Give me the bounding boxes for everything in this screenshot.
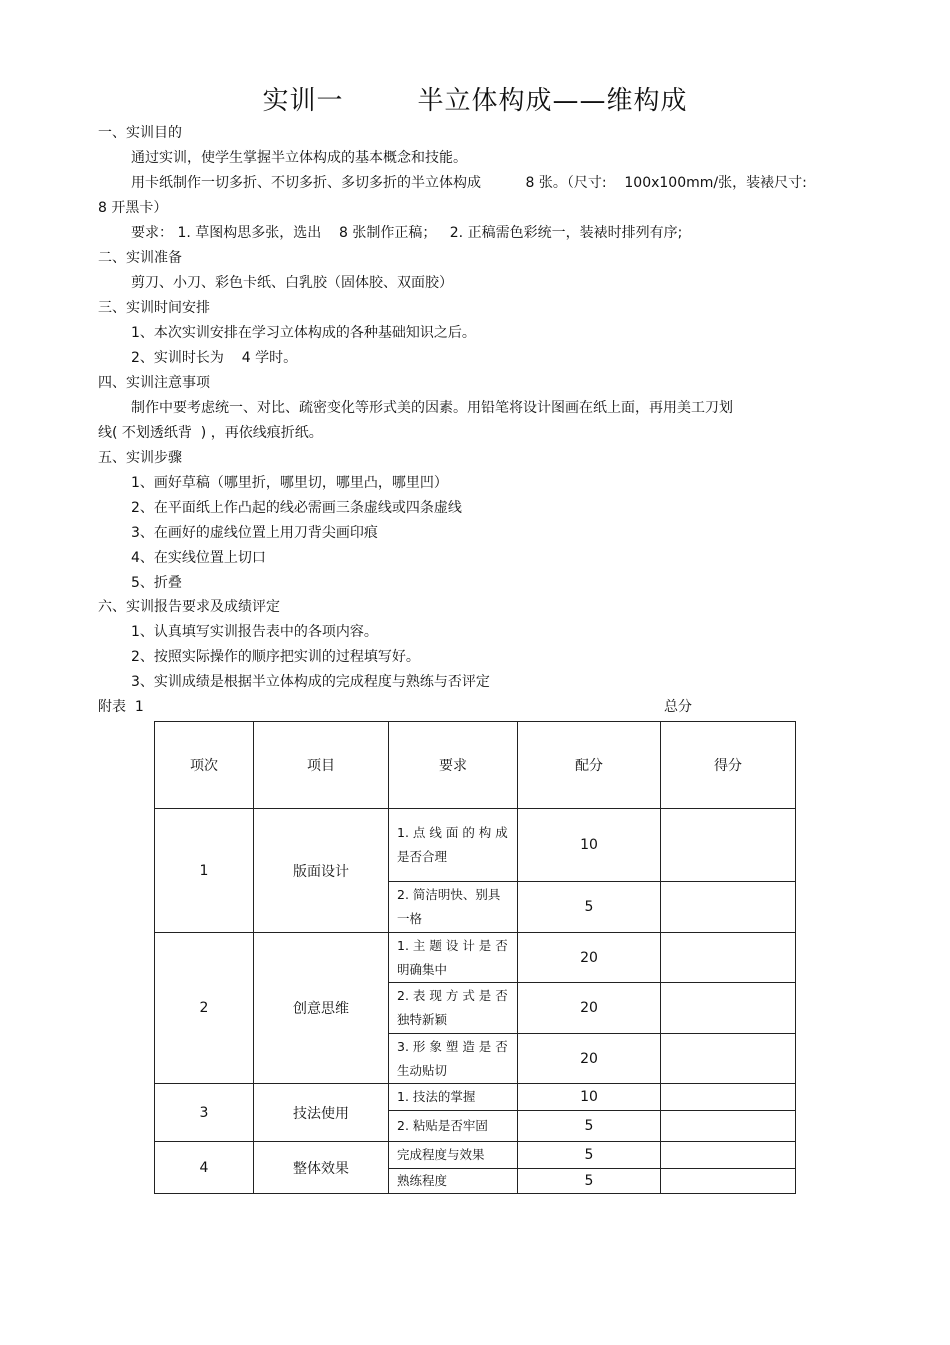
header-cell: 得分 bbox=[661, 722, 796, 809]
earned-score-cell[interactable] bbox=[661, 1169, 796, 1194]
score-cell: 5 bbox=[518, 1111, 661, 1142]
section-4-heading: 四、实训注意事项 bbox=[98, 375, 210, 391]
item-name: 版面设计 bbox=[254, 809, 389, 933]
requirement-cell: 1. 技法的掌握 bbox=[389, 1084, 518, 1111]
header-cell: 项目 bbox=[254, 722, 389, 809]
step-item: 2、在平面纸上作凸起的线必需画三条虚线或四条虚线 bbox=[131, 500, 462, 516]
requirement-cell: 1. 点 线 面 的 构 成 是否合理 bbox=[389, 809, 518, 882]
score-cell: 10 bbox=[518, 809, 661, 882]
section-4-text: 制作中要考虑统一、对比、疏密变化等形式美的因素。用铅笔将设计图画在纸上面，再用美工刀划 bbox=[131, 400, 733, 416]
section-1-text: 8 开黑卡） bbox=[98, 200, 168, 216]
section-2-heading: 二、实训准备 bbox=[98, 250, 182, 266]
score-cell: 20 bbox=[518, 933, 661, 983]
item-name: 整体效果 bbox=[254, 1142, 389, 1194]
item-name: 创意思维 bbox=[254, 933, 389, 1084]
item-number: 1 bbox=[155, 809, 254, 933]
requirement-cell: 3. 形 象 塑 造 是 否 生动贴切 bbox=[389, 1034, 518, 1084]
item-number: 3 bbox=[155, 1084, 254, 1142]
score-cell: 20 bbox=[518, 1034, 661, 1084]
score-cell: 20 bbox=[518, 983, 661, 1034]
table-row bbox=[155, 1084, 796, 1111]
header-cell: 项次 bbox=[155, 722, 254, 809]
section-1-text: 用卡纸制作一切多折、不切多折、多切多折的半立体构成 8 张。（尺寸: 100x100mm/张，装裱尺寸: bbox=[131, 175, 807, 191]
item-number: 2 bbox=[155, 933, 254, 1084]
earned-score-cell[interactable] bbox=[661, 1034, 796, 1084]
table-header-row bbox=[155, 722, 796, 809]
earned-score-cell[interactable] bbox=[661, 1142, 796, 1169]
requirement-cell: 熟练程度 bbox=[389, 1169, 518, 1194]
page-title: 实训一 半立体构成——维构成 bbox=[262, 86, 688, 116]
requirement-cell: 1. 主 题 设 计 是 否 明确集中 bbox=[389, 933, 518, 983]
section-6-heading: 六、实训报告要求及成绩评定 bbox=[98, 599, 280, 615]
section-1-requirements: 要求： 1. 草图构思多张，选出 8 张制作正稿； 2. 正稿需色彩统一，装裱时排列有序; bbox=[131, 225, 683, 241]
section-3-text: 2、实训时长为 4 学时。 bbox=[131, 350, 298, 366]
earned-score-cell[interactable] bbox=[661, 933, 796, 983]
earned-score-cell[interactable] bbox=[661, 1084, 796, 1111]
item-name: 技法使用 bbox=[254, 1084, 389, 1142]
table-row bbox=[155, 933, 796, 983]
score-cell: 10 bbox=[518, 1084, 661, 1111]
step-item: 4、在实线位置上切口 bbox=[131, 550, 266, 566]
table-row bbox=[155, 809, 796, 882]
section-5-heading: 五、实训步骤 bbox=[98, 450, 182, 466]
earned-score-cell[interactable] bbox=[661, 1111, 796, 1142]
requirement-cell: 2. 简洁明快、别具一格 bbox=[389, 882, 518, 933]
section-4-text: 线( 不划透纸背 ) ，再依线痕折纸。 bbox=[98, 425, 323, 441]
score-cell: 5 bbox=[518, 1142, 661, 1169]
requirement-cell: 2. 表 现 方 式 是 否 独特新颖 bbox=[389, 983, 518, 1034]
section-6-text: 1、认真填写实训报告表中的各项内容。 bbox=[131, 624, 378, 640]
earned-score-cell[interactable] bbox=[661, 882, 796, 933]
score-table bbox=[154, 721, 796, 1194]
header-cell: 要求 bbox=[389, 722, 518, 809]
section-3-heading: 三、实训时间安排 bbox=[98, 300, 210, 316]
item-number: 4 bbox=[155, 1142, 254, 1194]
step-item: 5、折叠 bbox=[131, 575, 182, 591]
section-6-text: 2、按照实际操作的顺序把实训的过程填写好。 bbox=[131, 649, 420, 665]
requirement-cell: 完成程度与效果 bbox=[389, 1142, 518, 1169]
section-1-heading: 一、实训目的 bbox=[98, 125, 182, 141]
header-cell: 配分 bbox=[518, 722, 661, 809]
earned-score-cell[interactable] bbox=[661, 809, 796, 882]
section-2-text: 剪刀、小刀、彩色卡纸、白乳胶（固体胶、双面胶） bbox=[131, 275, 453, 291]
section-3-text: 1、本次实训安排在学习立体构成的各种基础知识之后。 bbox=[131, 325, 476, 341]
section-1-text: 通过实训，使学生掌握半立体构成的基本概念和技能。 bbox=[131, 150, 467, 166]
table-caption: 附表 1 bbox=[98, 699, 144, 715]
total-score-label: 总分 bbox=[664, 699, 692, 715]
table-row bbox=[155, 1142, 796, 1169]
score-cell: 5 bbox=[518, 1169, 661, 1194]
section-6-text: 3、实训成绩是根据半立体构成的完成程度与熟练与否评定 bbox=[131, 674, 490, 690]
step-item: 1、画好草稿（哪里折，哪里切，哪里凸，哪里凹） bbox=[131, 475, 448, 491]
step-item: 3、在画好的虚线位置上用刀背尖画印痕 bbox=[131, 525, 378, 541]
requirement-cell: 2. 粘贴是否牢固 bbox=[389, 1111, 518, 1142]
score-cell: 5 bbox=[518, 882, 661, 933]
earned-score-cell[interactable] bbox=[661, 983, 796, 1034]
